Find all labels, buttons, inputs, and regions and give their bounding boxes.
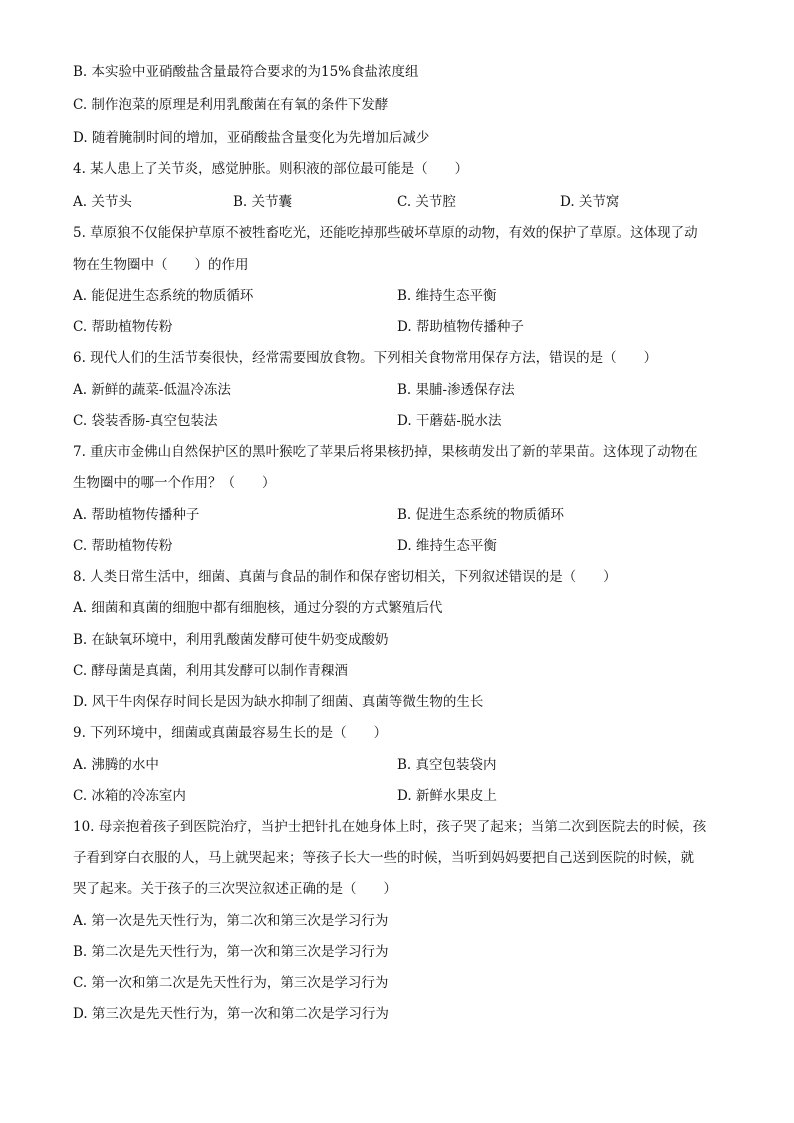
q4-option-a: A. 关节头	[73, 194, 132, 210]
q5-option-a: A. 能促进生态系统的物质循环	[73, 288, 254, 304]
q5-option-c: C. 帮助植物传粉	[73, 319, 173, 335]
q3-option-b: B. 本实验中亚硝酸盐含量最符合要求的为15%食盐浓度组	[73, 64, 419, 80]
q10-option-d: D. 第三次是先天性行为，第一次和第二次是学习行为	[73, 1006, 389, 1022]
q7-stem-line1: 7. 重庆市金佛山自然保护区的黑叶猴吃了苹果后将果核扔掉，果核萌发出了新的苹果苗。这体现了动物在	[73, 444, 698, 460]
q4-option-d: D. 关节窝	[560, 194, 620, 210]
q10-option-a: A. 第一次是先天性行为，第二次和第三次是学习行为	[73, 913, 389, 929]
q5-option-d: D. 帮助植物传播种子	[397, 319, 524, 335]
q3-option-d: D. 随着腌制时间的增加，亚硝酸盐含量变化为先增加后减少	[73, 130, 430, 146]
q10-stem-line2: 子看到穿白衣服的人，马上就哭起来；等孩子长大一些的时候，当听到妈妈要把自己送到医院的时候，就	[73, 850, 694, 866]
q8-option-d: D. 风干牛肉保存时间长是因为缺水抑制了细菌、真菌等微生物的生长	[73, 694, 484, 710]
q8-stem: 8. 人类日常生活中，细菌、真菌与食品的制作和保存密切相关，下列叙述错误的是（ ）	[73, 569, 617, 585]
q6-option-a: A. 新鲜的蔬菜-低温冷冻法	[73, 382, 231, 398]
q7-option-c: C. 帮助植物传粉	[73, 538, 173, 554]
q9-option-d: D. 新鲜水果皮上	[397, 788, 497, 804]
q9-options-row1	[73, 755, 724, 775]
q10-option-c: C. 第一次和第二次是先天性行为，第三次是学习行为	[73, 975, 389, 991]
q3-option-c: C. 制作泡菜的原理是利用乳酸菌在有氧的条件下发酵	[73, 97, 389, 113]
q5-option-b: B. 维持生态平衡	[397, 288, 497, 304]
q9-stem: 9. 下列环境中，细菌或真菌最容易生长的是（ ）	[73, 725, 388, 741]
q7-option-a: A. 帮助植物传播种子	[73, 507, 200, 523]
q10-stem-line1: 10. 母亲抱着孩子到医院治疗，当护士把针扎在她身体上时，孩子哭了起来；当第二次到医院去的时候，孩	[73, 819, 707, 835]
q7-stem-line2: 生物圈中的哪一个作用？（ ）	[73, 475, 276, 491]
q6-option-d: D. 干蘑菇-脱水法	[397, 413, 502, 429]
q9-options-row2	[73, 786, 724, 806]
q6-options-row1	[73, 380, 724, 400]
q10-option-b: B. 第二次是先天性行为，第一次和第三次是学习行为	[73, 944, 389, 960]
q6-option-c: C. 袋装香肠-真空包装法	[73, 413, 218, 429]
q6-stem: 6. 现代人们的生活节奏很快，经常需要囤放食物。下列相关食物常用保存方法，错误的是（ ）	[73, 350, 658, 366]
q8-option-a: A. 细菌和真菌的细胞中都有细胞核，通过分裂的方式繁殖后代	[73, 600, 443, 616]
q7-options-row1	[73, 505, 724, 525]
q6-option-b: B. 果脯-渗透保存法	[397, 382, 515, 398]
q5-stem-line2: 物在生物圈中（ ）的作用	[73, 257, 249, 273]
q4-options	[73, 192, 724, 212]
q10-stem-line3: 哭了起来。关于孩子的三次哭泣叙述正确的是（ ）	[73, 881, 397, 897]
q4-option-b: B. 关节囊	[233, 194, 293, 210]
q5-options-row1	[73, 286, 724, 306]
q9-option-c: C. 冰箱的冷冻室内	[73, 788, 186, 804]
q8-option-c: C. 酵母菌是真菌，利用其发酵可以制作青稞酒	[73, 663, 348, 679]
q5-stem-line1: 5. 草原狼不仅能保护草原不被牲畜吃光，还能吃掉那些破坏草原的动物，有效的保护了草原。这体现了动	[73, 225, 698, 241]
q4-stem: 4. 某人患上了关节炎，感觉肿胀。则积液的部位最可能是（ ）	[73, 161, 469, 177]
q7-option-b: B. 促进生态系统的物质循环	[397, 507, 565, 523]
q9-option-b: B. 真空包装袋内	[397, 757, 497, 773]
q7-option-d: D. 维持生态平衡	[397, 538, 497, 554]
q5-options-row2	[73, 317, 724, 337]
q6-options-row2	[73, 411, 724, 431]
q8-option-b: B. 在缺氧环境中，利用乳酸菌发酵可使牛奶变成酸奶	[73, 632, 389, 648]
q9-option-a: A. 沸腾的水中	[73, 757, 159, 773]
q4-option-c: C. 关节腔	[397, 194, 456, 210]
q7-options-row2	[73, 536, 724, 556]
